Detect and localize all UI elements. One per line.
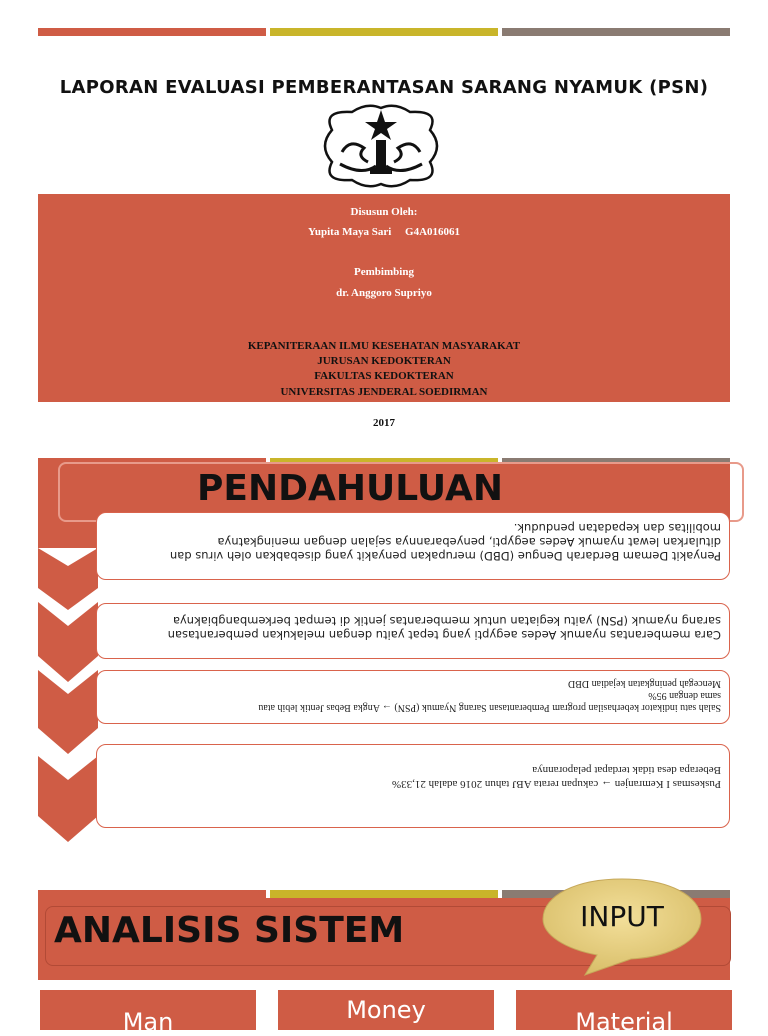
institution-line: JURUSAN KEDOKTERAN [317,355,451,367]
chevron-icon [38,548,98,610]
disusun-label: Disusun Oleh: [350,206,418,218]
author-line: Yupita Maya Sari G4A016061 [307,226,461,238]
box-label: Man [122,1008,174,1036]
accent-bar-yellow [270,890,498,898]
item-line: sarang nyamuk (PSN) yaitu kegiatan untuk memberantas jentik di tempat berkembangbiaknya [172,614,721,628]
institution-line: KEPANITERAAN ILMU KESEHATAN MASYARAKAT [247,340,521,352]
list-item [96,512,730,580]
accent-bar-red [38,28,266,36]
pendahuluan-title: PENDAHULUAN [197,468,503,509]
analisis-title: ANALISIS SISTEM [54,910,405,951]
report-title: LAPORAN EVALUASI PEMBERANTASAN SARANG NYAMUK (PSN) [59,77,709,98]
chevron-icon [38,756,98,842]
item-line: mobilitas dan kepadatan penduduk. [513,521,721,535]
year: 2017 [373,417,395,429]
institution-line: FAKULTAS KEDOKTERAN [314,370,454,382]
money-box [278,990,494,1030]
author-band [38,194,730,402]
chevron-icon [38,670,98,754]
input-bubble-label: INPUT [580,900,664,933]
item-line: Beberapa desa tidak terdapat pelaporannya [532,764,721,776]
item-line: Cara memberantas nyamuk Aedes aegypti yang tepat yaitu dengan melakukan pemberantasan [167,628,721,642]
item-line: sama dengan 95% [648,690,721,701]
accent-bar-red [38,890,266,898]
accent-bar-yellow [270,28,498,36]
item-line: Mencegah peningkatan kejadian DBD [567,678,721,689]
institution-line: UNIVERSITAS JENDERAL SOEDIRMAN [280,386,488,398]
man-box [40,990,256,1036]
accent-bar-taupe [502,28,730,36]
item-line: Salah satu indikator keberhasilan program Pemberantasan Sarang Nyamuk (PSN) → Angka Bebas Jentik lebih atau [258,702,721,713]
list-item [96,744,730,828]
pembimbing-name: dr. Anggoro Supriyo [336,287,432,299]
list-item [96,603,730,659]
material-box [516,990,732,1036]
item-line: Penyakit Demam Berdarah Dengue (DBD) merupakan penyakit yang disebabkan oleh virus dan [169,549,721,563]
pembimbing-label: Pembimbing [354,266,414,278]
item-line: Puskesmas I Kemranjen → cakupan rerata ABJ tahun 2016 adalah 21,33% [392,778,721,790]
item-line: ditularkan lewat nyamuk Aedes aegypti, penyebarannya sejalan dengan meningkatnya [217,535,721,549]
box-label: Material [575,1008,673,1036]
box-label: Money [346,996,426,1024]
university-logo [312,100,450,192]
list-item [96,670,730,724]
